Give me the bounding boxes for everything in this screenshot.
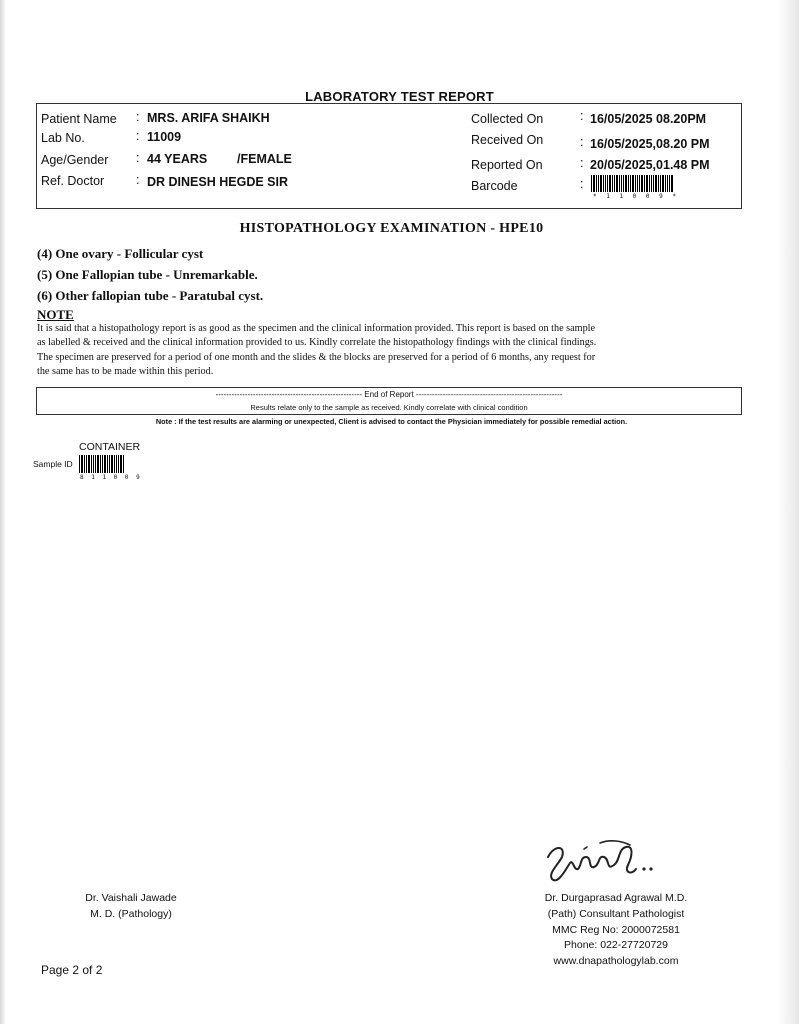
reported-on-value: 20/05/2025,01.48 PM xyxy=(590,158,710,172)
barcode-bar xyxy=(95,455,96,473)
barcode-bar xyxy=(593,175,595,192)
barcode-bar xyxy=(81,455,83,473)
ref-doctor-label: Ref. Doctor xyxy=(41,174,105,188)
barcode-bar xyxy=(651,175,652,192)
barcode-bar xyxy=(123,455,124,473)
note-line: as labelled & received and the clinical information provided to us. Kindly correlate the histopathology findings with the clinical findings. xyxy=(37,337,597,349)
barcode-bar xyxy=(641,175,643,192)
finding-item: (4) One ovary - Follicular cyst xyxy=(37,246,204,261)
page-edge-shadow-right xyxy=(777,0,799,1024)
barcode-image xyxy=(591,175,674,192)
note-line: the same has to be made within this period. xyxy=(37,366,214,378)
barcode-bar xyxy=(619,175,620,192)
report-title: LABORATORY TEST REPORT xyxy=(305,89,494,104)
age-value: 44 YEARS xyxy=(147,152,208,166)
barcode-bar xyxy=(114,455,115,473)
left-signatory-name: Dr. Vaishali Jawade xyxy=(85,892,177,904)
barcode-bar xyxy=(628,175,629,192)
barcode-bar xyxy=(614,175,615,192)
barcode-bar xyxy=(612,175,613,192)
end-of-report-line: ------------------------------------------------------- End of Report ------------------------------------------------------- xyxy=(215,390,563,399)
separator: : xyxy=(136,110,140,124)
barcode-bar xyxy=(658,175,659,192)
barcode-bar xyxy=(616,175,618,192)
finding-item: (5) One Fallopian tube - Unremarkable. xyxy=(37,267,258,282)
barcode-digits: * 1 1 0 0 9 * xyxy=(593,193,679,200)
barcode-bar xyxy=(623,175,624,192)
note-body xyxy=(37,322,737,380)
right-signatory-name: Dr. Durgaprasad Agrawal M.D. xyxy=(544,892,688,904)
barcode-bar xyxy=(655,175,657,192)
barcode-bar xyxy=(639,175,640,192)
page-number: Page 2 of 2 xyxy=(41,963,103,977)
barcode-bar xyxy=(632,175,634,192)
collected-on-value: 16/05/2025 08.20PM xyxy=(590,112,707,126)
barcode-bar xyxy=(605,175,606,192)
examination-title: HISTOPATHOLOGY EXAMINATION - HPE10 xyxy=(239,221,544,236)
barcode-bar xyxy=(93,455,94,473)
right-signatory-title: (Path) Consultant Pathologist xyxy=(547,907,685,920)
barcode-bar xyxy=(97,455,99,473)
barcode-bar xyxy=(669,175,670,192)
left-signatory xyxy=(66,891,196,923)
collected-on-label: Collected On xyxy=(471,112,544,126)
barcode-bar xyxy=(662,175,664,192)
lab-website: www.dnapathologylab.com xyxy=(553,955,679,968)
barcode-bar xyxy=(600,175,602,192)
container-label: CONTAINER xyxy=(79,441,141,453)
barcode-bar xyxy=(607,175,608,192)
finding-item: (6) Other fallopian tube - Paratubal cyst. xyxy=(37,288,264,303)
received-on-label: Received On xyxy=(471,133,544,147)
page-edge-shadow xyxy=(0,0,6,1024)
separator: : xyxy=(136,173,140,187)
ref-doctor-value: DR DINESH HEGDE SIR xyxy=(147,175,288,189)
barcode-bar xyxy=(667,175,668,192)
barcode-bar xyxy=(591,175,592,192)
right-signatory-reg: MMC Reg No: 2000072581 xyxy=(552,923,680,936)
sample-barcode-digits: 8 1 1 0 0 9 xyxy=(80,474,142,481)
barcode-bar xyxy=(630,175,631,192)
barcode-bar xyxy=(86,455,87,473)
left-signatory-qualification: M. D. (Pathology) xyxy=(90,907,172,920)
end-of-report-box xyxy=(36,387,742,415)
barcode-bar xyxy=(111,455,113,473)
barcode-bar xyxy=(102,455,103,473)
note-heading: NOTE xyxy=(37,307,74,322)
barcode-bar xyxy=(100,455,101,473)
barcode-bar xyxy=(116,455,117,473)
received-on-value: 16/05/2025,08.20 PM xyxy=(590,137,710,151)
barcode-bar xyxy=(621,175,622,192)
barcode-bar xyxy=(598,175,599,192)
lab-no-label: Lab No. xyxy=(41,131,85,145)
barcode-bar xyxy=(644,175,645,192)
barcode-bar xyxy=(118,455,119,473)
right-signatory xyxy=(521,891,711,970)
separator: : xyxy=(136,151,140,165)
barcode-bar xyxy=(609,175,611,192)
separator: : xyxy=(580,135,584,149)
barcode-bar xyxy=(109,455,110,473)
note-line: It is said that a histopathology report is as good as the specimen and the clinical information provided. This report is based on the sample xyxy=(37,323,596,334)
barcode-bar xyxy=(625,175,627,192)
lab-no-value: 11009 xyxy=(147,130,182,144)
barcode-bar xyxy=(603,175,604,192)
barcode-bar xyxy=(104,455,106,473)
barcode-bar xyxy=(596,175,597,192)
sample-barcode-image xyxy=(79,455,125,473)
barcode-bar xyxy=(671,175,673,192)
note-line: The specimen are preserved for a period of one month and the slides & the blocks are preserved for a period of 6 months, any request for xyxy=(37,351,596,363)
right-signatory-phone: Phone: 022-27720729 xyxy=(564,939,668,952)
barcode-bar xyxy=(635,175,636,192)
patient-name-value: MRS. ARIFA SHAIKH xyxy=(147,111,270,125)
separator: : xyxy=(580,156,584,170)
barcode-bar xyxy=(653,175,654,192)
barcode-bar xyxy=(649,175,650,192)
separator: : xyxy=(136,129,140,143)
barcode-bar xyxy=(660,175,661,192)
reported-on-label: Reported On xyxy=(471,158,543,172)
barcode-bar xyxy=(79,455,80,473)
barcode-bar xyxy=(646,175,648,192)
sample-id-label: Sample ID xyxy=(33,459,73,469)
barcode-bar xyxy=(637,175,638,192)
signature-image xyxy=(540,835,665,890)
results-disclaimer: Results relate only to the sample as received. Kindly correlate with clinical condition xyxy=(250,403,528,412)
separator: : xyxy=(580,177,584,191)
separator: : xyxy=(580,109,584,123)
barcode-bar xyxy=(91,455,92,473)
barcode-label: Barcode xyxy=(471,179,518,193)
alert-note: Note : If the test results are alarming or unexpected, Client is advised to contact the Physician immediately for possible remedial action. xyxy=(155,417,628,426)
barcode-bar xyxy=(120,455,122,473)
gender-value: /FEMALE xyxy=(237,152,292,166)
barcode-bar xyxy=(88,455,90,473)
patient-name-label: Patient Name xyxy=(41,112,117,126)
barcode-bar xyxy=(665,175,666,192)
age-gender-label: Age/Gender xyxy=(41,153,109,167)
barcode-bar xyxy=(84,455,85,473)
barcode-bar xyxy=(107,455,108,473)
